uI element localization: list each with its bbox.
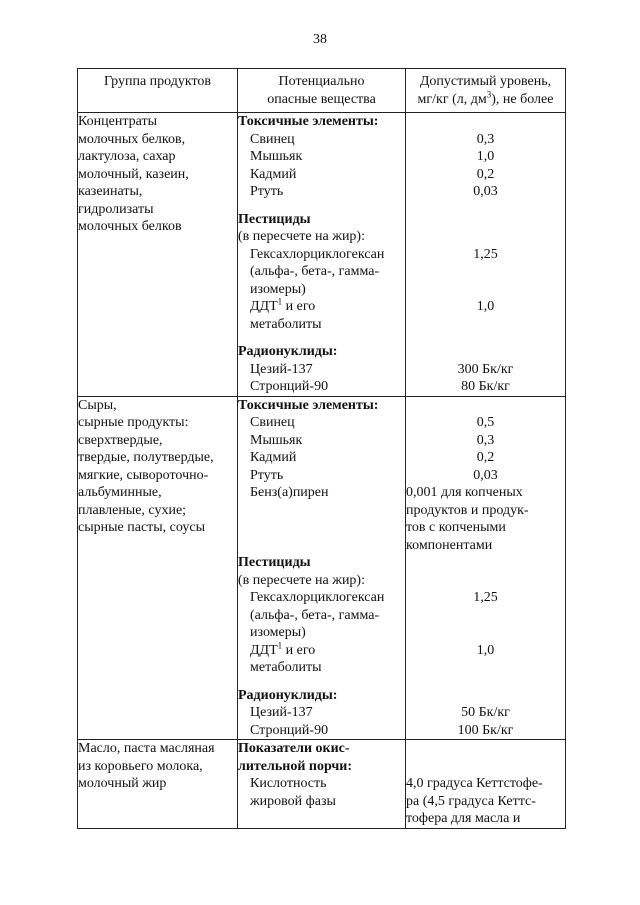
oxidation-title-line1: Показатели окис- [238, 741, 350, 756]
toxic-elements-title: Токсичные элементы: [238, 397, 379, 413]
substance-name: Ртуть [250, 467, 284, 483]
header-product-group: Группа продуктов [78, 69, 238, 113]
ddt-label-tail: и его [282, 299, 316, 314]
substance-name: Свинец [250, 415, 295, 430]
substance-name: Кадмий [250, 166, 297, 182]
substance-name: Гексахлорциклогексан [250, 246, 385, 262]
ddt-label-tail: и его [282, 642, 316, 658]
footnote-marker: 1 [277, 296, 283, 307]
substance-name [238, 298, 405, 316]
substance-name: (альфа-, бета-, гамма- [250, 264, 380, 279]
level-value: тов с копчеными [406, 520, 506, 535]
header-permissible-level [406, 69, 566, 113]
table-row [78, 396, 566, 740]
level-value: 80 Бк/кг [461, 379, 510, 394]
level-value: 50 Бк/кг [461, 705, 510, 720]
substance-name: Цезий-137 [250, 361, 313, 377]
contaminants-table [77, 68, 566, 829]
toxic-elements-title: Токсичные элементы: [238, 114, 379, 129]
ddt-label: ДДТ [250, 642, 278, 658]
substance-name: метаболиты [250, 316, 322, 332]
substance-name: Бенз(а)пирен [250, 485, 329, 500]
substance-name: Кадмий [250, 450, 297, 465]
pesticides-subtitle: (в пересчете на жир): [238, 572, 365, 588]
substance-name: Стронций-90 [250, 722, 329, 738]
header-col3-line1: Допустимый уровень, [419, 74, 552, 89]
header-col2-line1: Потенциально [278, 74, 365, 89]
ddt-label: ДДТ [250, 299, 278, 314]
pesticides-subtitle: (в пересчете на жир): [238, 229, 365, 244]
header-hazardous-substances [238, 69, 406, 113]
substance-name: жировой фазы [250, 793, 336, 809]
substance-name: Мышьяк [250, 432, 303, 448]
level-value: 0,001 для копченых [406, 485, 523, 500]
level-value: компонентами [406, 537, 493, 553]
group-line: из коровьего молока, [78, 758, 203, 774]
level-cell [406, 740, 566, 829]
level-value: 0,2 [476, 450, 495, 465]
table-row [78, 740, 566, 829]
level-value: 0,3 [476, 131, 495, 147]
group-line: сверхтвердые, [78, 432, 163, 448]
substances-cell [238, 396, 406, 740]
level-value: 0,03 [473, 184, 498, 199]
group-line: казеинаты, [78, 184, 143, 199]
substance-name: Свинец [250, 131, 295, 147]
group-line: молочный жир [78, 776, 167, 791]
group-line: твердые, полутвердые, [78, 450, 214, 465]
group-line: мягкие, сывороточно- [78, 467, 209, 483]
substances-cell [238, 740, 406, 829]
substance-name: (альфа-, бета-, гамма- [250, 607, 380, 623]
table-row [78, 113, 566, 397]
product-group-cell [78, 113, 238, 397]
substance-name: Ртуть [250, 184, 284, 199]
header-col3-sup: 3 [486, 88, 492, 99]
level-value: 0,3 [476, 432, 495, 448]
product-group-cell [78, 740, 238, 829]
header-col3-line2-post: ), не более [491, 91, 554, 107]
group-line: молочных белков [78, 219, 182, 234]
group-line: молочных белков, [78, 131, 186, 147]
group-line: сырные продукты: [78, 415, 189, 430]
table-header-row [78, 69, 566, 113]
substance-name: изомеры) [250, 281, 306, 297]
level-cell [406, 113, 566, 397]
level-value: 100 Бк/кг [457, 722, 514, 738]
oxidation-title-line2: лительной порчи: [238, 758, 353, 774]
substance-name: Стронций-90 [250, 379, 329, 394]
page-number: 38 [313, 32, 327, 47]
radionuclides-title: Радионуклиды: [238, 687, 338, 703]
substance-name: Цезий-137 [250, 705, 313, 720]
level-value: тофера для масла и [406, 811, 521, 826]
footnote-marker: 1 [277, 639, 283, 650]
substance-name [238, 639, 405, 660]
level-value: ра (4,5 градуса Кеттс- [406, 793, 536, 809]
group-line: молочный, казеин, [78, 166, 189, 182]
level-value: 1,0 [476, 149, 495, 164]
level-value: 1,0 [476, 299, 495, 314]
substance-name: изомеры) [250, 625, 306, 640]
substance-name: метаболиты [250, 660, 322, 675]
group-line: гидролизаты [78, 201, 154, 217]
level-value: 0,5 [476, 415, 495, 430]
level-value: 300 Бк/кг [457, 361, 514, 377]
pesticides-title: Пестициды [238, 211, 311, 227]
substances-cell [238, 113, 406, 397]
level-value: 1,0 [476, 642, 495, 658]
level-cell [406, 396, 566, 740]
level-value: 1,25 [473, 246, 498, 262]
level-value: 0,03 [473, 467, 498, 483]
substance-name: Мышьяк [250, 149, 303, 164]
group-line: Концентраты [78, 114, 157, 129]
level-value: 0,2 [476, 166, 495, 182]
group-line: альбуминные, [78, 485, 162, 500]
substance-name: Гексахлорциклогексан [250, 590, 385, 605]
header-col3-line2-pre: мг/кг (л, дм [417, 91, 487, 107]
product-group-cell [78, 396, 238, 740]
group-line: лактулоза, сахар [78, 149, 176, 164]
radionuclides-title: Радионуклиды: [238, 344, 338, 359]
pesticides-title: Пестициды [238, 555, 311, 570]
group-line: плавленые, сухие; [78, 502, 187, 518]
level-value: 4,0 градуса Кеттстофе- [406, 776, 543, 791]
header-col2-line2: опасные вещества [267, 91, 376, 107]
level-value: 1,25 [473, 590, 498, 605]
substance-name: Кислотность [250, 776, 327, 791]
level-value: продуктов и продук- [406, 502, 529, 518]
group-line: Масло, паста масляная [78, 741, 215, 756]
group-line: сырные пасты, соусы [78, 520, 205, 535]
group-line: Сыры, [78, 397, 117, 413]
